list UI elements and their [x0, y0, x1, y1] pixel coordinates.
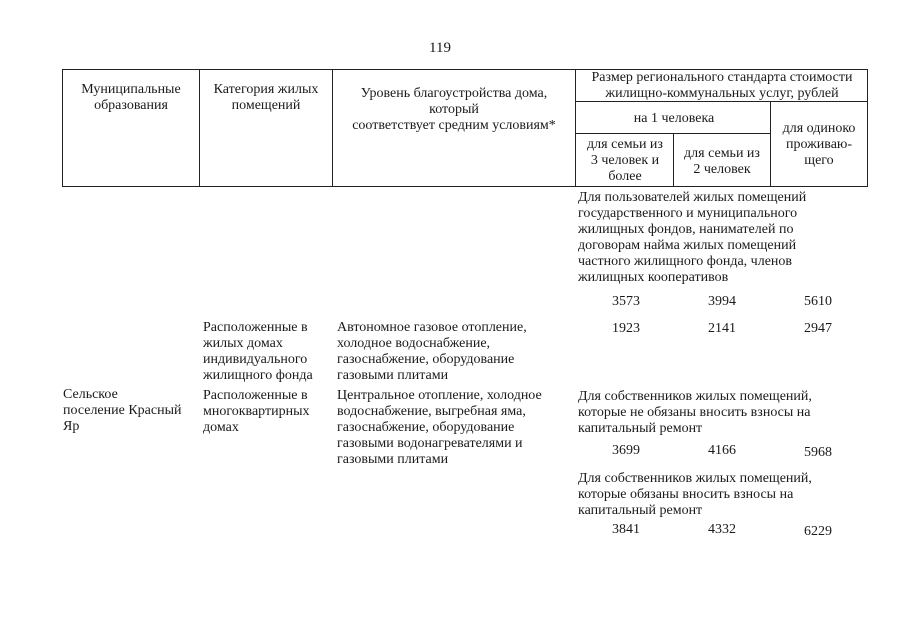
- owners-exempt-single-value: 5968: [804, 445, 832, 460]
- page-number: 119: [429, 40, 451, 56]
- group-tenants-label: Для пользователей жилых помещений государственного и муниципального жилищных фондов, нанимателей по договорам найма жилых помещений частного жилищного фонда, членов жилищных кооперативов: [578, 190, 807, 285]
- tenants-family2-value: 3994: [708, 294, 736, 309]
- header-standard: Размер регионального стандарта стоимости жилищно-коммунальных услуг, рублей: [591, 70, 853, 101]
- category-individual: Расположенные в жилых домах индивидуального жилищного фонда: [203, 320, 313, 383]
- individual-family2-value: 2141: [708, 321, 736, 336]
- tenants-family3-value: 3573: [612, 294, 640, 309]
- header-per-person: на 1 человека: [633, 111, 715, 126]
- col-divider-3: [575, 69, 576, 187]
- individual-family3-value: 1923: [612, 321, 640, 336]
- header-single: для одиноко проживаю- щего: [782, 121, 856, 168]
- group-owners-exempt-label: Для собственников жилых помещений, которые не обязаны вносить взносы на капитальный ремонт: [578, 389, 812, 436]
- header-municipality: Муниципальные образования: [81, 82, 181, 113]
- owners-pay-single-value: 6229: [804, 524, 832, 539]
- level-apartment: Центральное отопление, холодное водоснабжение, выгребная яма, газоснабжение, оборудование газовыми водонагревателями и газовыми плитами: [337, 388, 542, 467]
- header-level: Уровень благоустройства дома, который соответствует средним условиям*: [352, 86, 556, 133]
- header-family2: для семьи из 2 человек: [684, 146, 760, 177]
- col-divider-1: [199, 69, 200, 187]
- owners-exempt-family2-value: 4166: [708, 443, 736, 458]
- category-apartment: Расположенные в многоквартирных домах: [203, 388, 310, 435]
- header-family3: для семьи из 3 человек и более: [587, 137, 663, 184]
- header-right-border: [867, 69, 868, 187]
- group-owners-pay-label: Для собственников жилых помещений, которые обязаны вносить взносы на капитальный ремонт: [578, 471, 812, 518]
- municipality-name: Сельское поселение Красный Яр: [63, 387, 182, 434]
- header-category: Категория жилых помещений: [213, 82, 319, 113]
- header-bottom-border: [62, 186, 868, 187]
- owners-exempt-family3-value: 3699: [612, 443, 640, 458]
- header-left-border: [62, 69, 63, 187]
- level-individual: Автономное газовое отопление, холодное водоснабжение, газоснабжение, оборудование газовыми плитами: [337, 320, 527, 383]
- tenants-single-value: 5610: [804, 294, 832, 309]
- owners-pay-family2-value: 4332: [708, 522, 736, 537]
- individual-single-value: 2947: [804, 321, 832, 336]
- owners-pay-family3-value: 3841: [612, 522, 640, 537]
- col-divider-2: [332, 69, 333, 187]
